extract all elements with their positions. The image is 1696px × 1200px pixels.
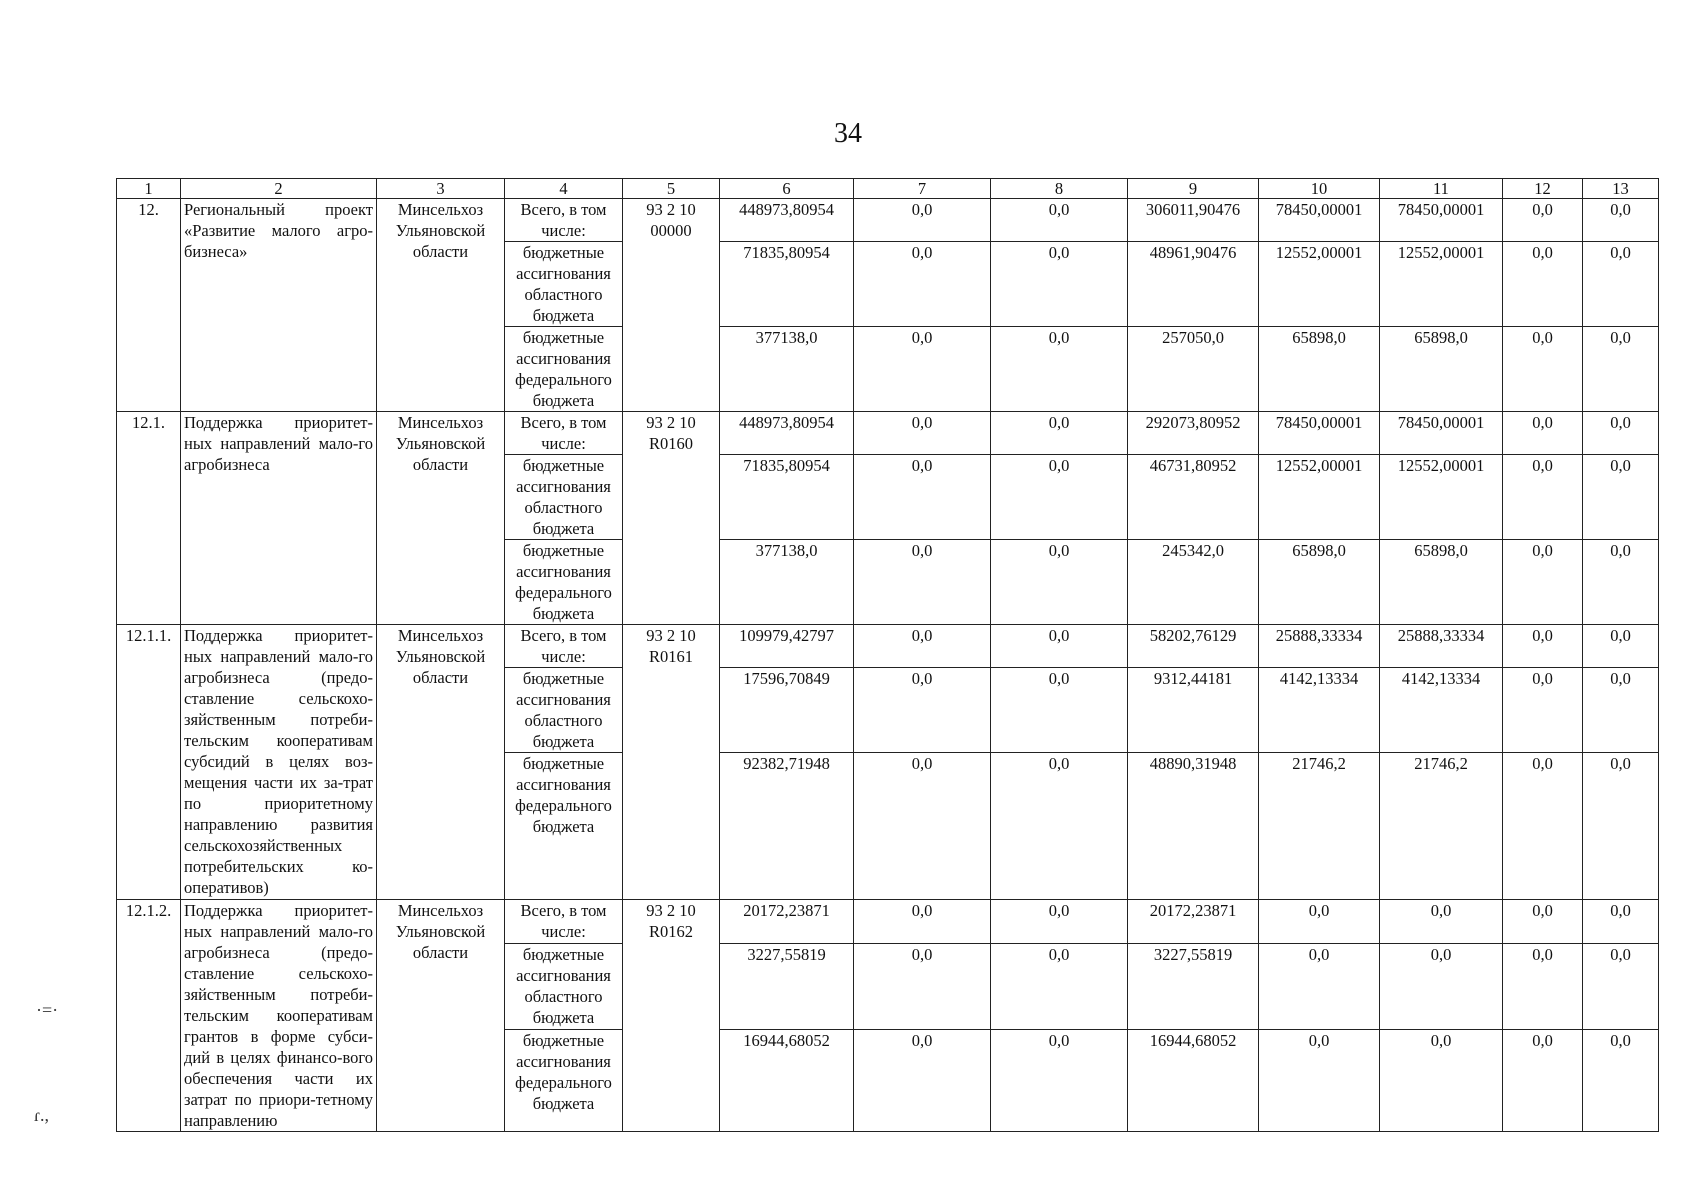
amount-cell: 71835,80954 bbox=[720, 242, 854, 327]
amount-cell: 377138,0 bbox=[720, 540, 854, 625]
amount-cell: 71835,80954 bbox=[720, 455, 854, 540]
amount-cell: 0,0 bbox=[854, 1029, 991, 1131]
amount-cell: 12552,00001 bbox=[1380, 455, 1503, 540]
amount-cell: 0,0 bbox=[1583, 327, 1659, 412]
amount-cell: 0,0 bbox=[991, 242, 1128, 327]
amount-cell: 78450,00001 bbox=[1259, 412, 1380, 455]
funding-source: Всего, в том числе: bbox=[505, 900, 623, 944]
amount-cell: 0,0 bbox=[1583, 412, 1659, 455]
amount-cell: 0,0 bbox=[991, 1029, 1128, 1131]
executor: Минсельхоз Ульяновской области bbox=[377, 199, 505, 412]
amount-cell: 109979,42797 bbox=[720, 625, 854, 668]
amount-cell: 46731,80952 bbox=[1128, 455, 1259, 540]
funding-source: Всего, в том числе: bbox=[505, 412, 623, 455]
amount-cell: 0,0 bbox=[1503, 242, 1583, 327]
amount-cell: 0,0 bbox=[1380, 1029, 1503, 1131]
amount-cell: 12552,00001 bbox=[1380, 242, 1503, 327]
amount-cell: 0,0 bbox=[1503, 943, 1583, 1029]
funding-source: Всего, в том числе: bbox=[505, 625, 623, 668]
amount-cell: 0,0 bbox=[1583, 199, 1659, 242]
amount-cell: 0,0 bbox=[991, 625, 1128, 668]
amount-cell: 0,0 bbox=[854, 455, 991, 540]
amount-cell: 0,0 bbox=[1503, 753, 1583, 900]
table-row-total bbox=[117, 412, 1659, 455]
budget-code: 93 2 10 00000 bbox=[623, 199, 720, 412]
amount-cell: 4142,13334 bbox=[1259, 668, 1380, 753]
amount-cell: 0,0 bbox=[1503, 199, 1583, 242]
margin-scribble: ɾ., bbox=[34, 1105, 49, 1125]
amount-cell: 0,0 bbox=[854, 412, 991, 455]
amount-cell: 245342,0 bbox=[1128, 540, 1259, 625]
amount-cell: 0,0 bbox=[854, 327, 991, 412]
column-number: 2 bbox=[181, 179, 377, 199]
measure-name: Региональный проект «Развитие малого агро-бизнеса» bbox=[181, 199, 377, 412]
page-number: 34 bbox=[834, 118, 862, 149]
amount-cell: 17596,70849 bbox=[720, 668, 854, 753]
executor: Минсельхоз Ульяновской области bbox=[377, 625, 505, 900]
amount-cell: 0,0 bbox=[1583, 1029, 1659, 1131]
amount-cell: 65898,0 bbox=[1380, 327, 1503, 412]
amount-cell: 48890,31948 bbox=[1128, 753, 1259, 900]
amount-cell: 0,0 bbox=[854, 540, 991, 625]
amount-cell: 16944,68052 bbox=[1128, 1029, 1259, 1131]
measure-name: Поддержка приоритет-ных направлений мало-го агробизнеса (предо-ставление сельскохо-зяйственным потреби-тельским кооперативам грантов в форме субси-дий в целях финансо-вого обеспечения части их затрат по приори-тетному направлению bbox=[181, 900, 377, 1132]
amount-cell: 0,0 bbox=[991, 668, 1128, 753]
amount-cell: 0,0 bbox=[854, 943, 991, 1029]
amount-cell: 0,0 bbox=[1259, 943, 1380, 1029]
funding-source: Всего, в том числе: bbox=[505, 199, 623, 242]
table-row-total bbox=[117, 199, 1659, 242]
funding-source: бюджетные ассигнования федерального бюджета bbox=[505, 753, 623, 900]
amount-cell: 78450,00001 bbox=[1380, 412, 1503, 455]
column-number-header bbox=[117, 179, 1659, 199]
amount-cell: 0,0 bbox=[1503, 540, 1583, 625]
amount-cell: 377138,0 bbox=[720, 327, 854, 412]
column-number: 9 bbox=[1128, 179, 1259, 199]
amount-cell: 65898,0 bbox=[1259, 327, 1380, 412]
budget-code: 93 2 10 R0160 bbox=[623, 412, 720, 625]
amount-cell: 306011,90476 bbox=[1128, 199, 1259, 242]
column-number: 3 bbox=[377, 179, 505, 199]
column-number: 10 bbox=[1259, 179, 1380, 199]
amount-cell: 0,0 bbox=[1259, 900, 1380, 944]
amount-cell: 0,0 bbox=[1380, 900, 1503, 944]
amount-cell: 3227,55819 bbox=[1128, 943, 1259, 1029]
amount-cell: 0,0 bbox=[1583, 540, 1659, 625]
amount-cell: 0,0 bbox=[1583, 455, 1659, 540]
amount-cell: 0,0 bbox=[991, 199, 1128, 242]
amount-cell: 78450,00001 bbox=[1259, 199, 1380, 242]
amount-cell: 25888,33334 bbox=[1380, 625, 1503, 668]
amount-cell: 58202,76129 bbox=[1128, 625, 1259, 668]
amount-cell: 21746,2 bbox=[1259, 753, 1380, 900]
amount-cell: 0,0 bbox=[854, 242, 991, 327]
amount-cell: 25888,33334 bbox=[1259, 625, 1380, 668]
funding-source: бюджетные ассигнования федерального бюджета bbox=[505, 1029, 623, 1131]
table-row-total bbox=[117, 900, 1659, 944]
table-row-total bbox=[117, 625, 1659, 668]
amount-cell: 0,0 bbox=[1503, 625, 1583, 668]
amount-cell: 65898,0 bbox=[1380, 540, 1503, 625]
amount-cell: 0,0 bbox=[1583, 625, 1659, 668]
funding-source: бюджетные ассигнования федерального бюджета bbox=[505, 540, 623, 625]
column-number: 5 bbox=[623, 179, 720, 199]
executor: Минсельхоз Ульяновской области bbox=[377, 900, 505, 1132]
amount-cell: 448973,80954 bbox=[720, 199, 854, 242]
amount-cell: 16944,68052 bbox=[720, 1029, 854, 1131]
amount-cell: 0,0 bbox=[991, 900, 1128, 944]
amount-cell: 257050,0 bbox=[1128, 327, 1259, 412]
amount-cell: 0,0 bbox=[1503, 900, 1583, 944]
amount-cell: 0,0 bbox=[1503, 668, 1583, 753]
amount-cell: 0,0 bbox=[854, 668, 991, 753]
amount-cell: 21746,2 bbox=[1380, 753, 1503, 900]
column-number: 7 bbox=[854, 179, 991, 199]
margin-scribble: ·=· bbox=[36, 1000, 59, 1020]
row-number: 12.1. bbox=[117, 412, 181, 625]
column-number: 11 bbox=[1380, 179, 1503, 199]
funding-source: бюджетные ассигнования федерального бюджета bbox=[505, 327, 623, 412]
row-number: 12.1.2. bbox=[117, 900, 181, 1132]
amount-cell: 0,0 bbox=[854, 625, 991, 668]
budget-code: 93 2 10 R0162 bbox=[623, 900, 720, 1132]
amount-cell: 92382,71948 bbox=[720, 753, 854, 900]
amount-cell: 0,0 bbox=[991, 943, 1128, 1029]
amount-cell: 0,0 bbox=[1583, 753, 1659, 900]
amount-cell: 0,0 bbox=[991, 455, 1128, 540]
amount-cell: 12552,00001 bbox=[1259, 242, 1380, 327]
amount-cell: 0,0 bbox=[854, 199, 991, 242]
funding-source: бюджетные ассигнования областного бюджета bbox=[505, 943, 623, 1029]
amount-cell: 0,0 bbox=[1583, 943, 1659, 1029]
amount-cell: 0,0 bbox=[991, 412, 1128, 455]
row-number: 12.1.1. bbox=[117, 625, 181, 900]
measure-name: Поддержка приоритет-ных направлений мало-го агробизнеса (предо-ставление сельскохо-зяйственным потреби-тельским кооперативам субсидий в целях воз-мещения части их за-трат по приоритетному направлению развития сельскохозяйственных потребительских ко-оперативов) bbox=[181, 625, 377, 900]
amount-cell: 48961,90476 bbox=[1128, 242, 1259, 327]
amount-cell: 0,0 bbox=[1503, 327, 1583, 412]
budget-code: 93 2 10 R0161 bbox=[623, 625, 720, 900]
column-number: 12 bbox=[1503, 179, 1583, 199]
amount-cell: 0,0 bbox=[1259, 1029, 1380, 1131]
amount-cell: 448973,80954 bbox=[720, 412, 854, 455]
amount-cell: 0,0 bbox=[991, 753, 1128, 900]
amount-cell: 20172,23871 bbox=[720, 900, 854, 944]
amount-cell: 0,0 bbox=[991, 540, 1128, 625]
amount-cell: 4142,13334 bbox=[1380, 668, 1503, 753]
column-number: 8 bbox=[991, 179, 1128, 199]
budget-table bbox=[116, 178, 1659, 1132]
column-number: 13 bbox=[1583, 179, 1659, 199]
funding-source: бюджетные ассигнования областного бюджета bbox=[505, 242, 623, 327]
amount-cell: 3227,55819 bbox=[720, 943, 854, 1029]
column-number: 6 bbox=[720, 179, 854, 199]
executor: Минсельхоз Ульяновской области bbox=[377, 412, 505, 625]
amount-cell: 0,0 bbox=[1583, 668, 1659, 753]
column-number: 1 bbox=[117, 179, 181, 199]
amount-cell: 12552,00001 bbox=[1259, 455, 1380, 540]
measure-name: Поддержка приоритет-ных направлений мало-го агробизнеса bbox=[181, 412, 377, 625]
amount-cell: 20172,23871 bbox=[1128, 900, 1259, 944]
amount-cell: 9312,44181 bbox=[1128, 668, 1259, 753]
amount-cell: 0,0 bbox=[1503, 412, 1583, 455]
amount-cell: 0,0 bbox=[854, 900, 991, 944]
column-number: 4 bbox=[505, 179, 623, 199]
amount-cell: 0,0 bbox=[854, 753, 991, 900]
amount-cell: 0,0 bbox=[1583, 242, 1659, 327]
row-number: 12. bbox=[117, 199, 181, 412]
amount-cell: 0,0 bbox=[1503, 1029, 1583, 1131]
funding-source: бюджетные ассигнования областного бюджета bbox=[505, 455, 623, 540]
amount-cell: 0,0 bbox=[991, 327, 1128, 412]
table-body bbox=[117, 199, 1659, 1132]
amount-cell: 0,0 bbox=[1380, 943, 1503, 1029]
funding-source: бюджетные ассигнования областного бюджета bbox=[505, 668, 623, 753]
amount-cell: 0,0 bbox=[1503, 455, 1583, 540]
amount-cell: 0,0 bbox=[1583, 900, 1659, 944]
amount-cell: 78450,00001 bbox=[1380, 199, 1503, 242]
amount-cell: 65898,0 bbox=[1259, 540, 1380, 625]
amount-cell: 292073,80952 bbox=[1128, 412, 1259, 455]
